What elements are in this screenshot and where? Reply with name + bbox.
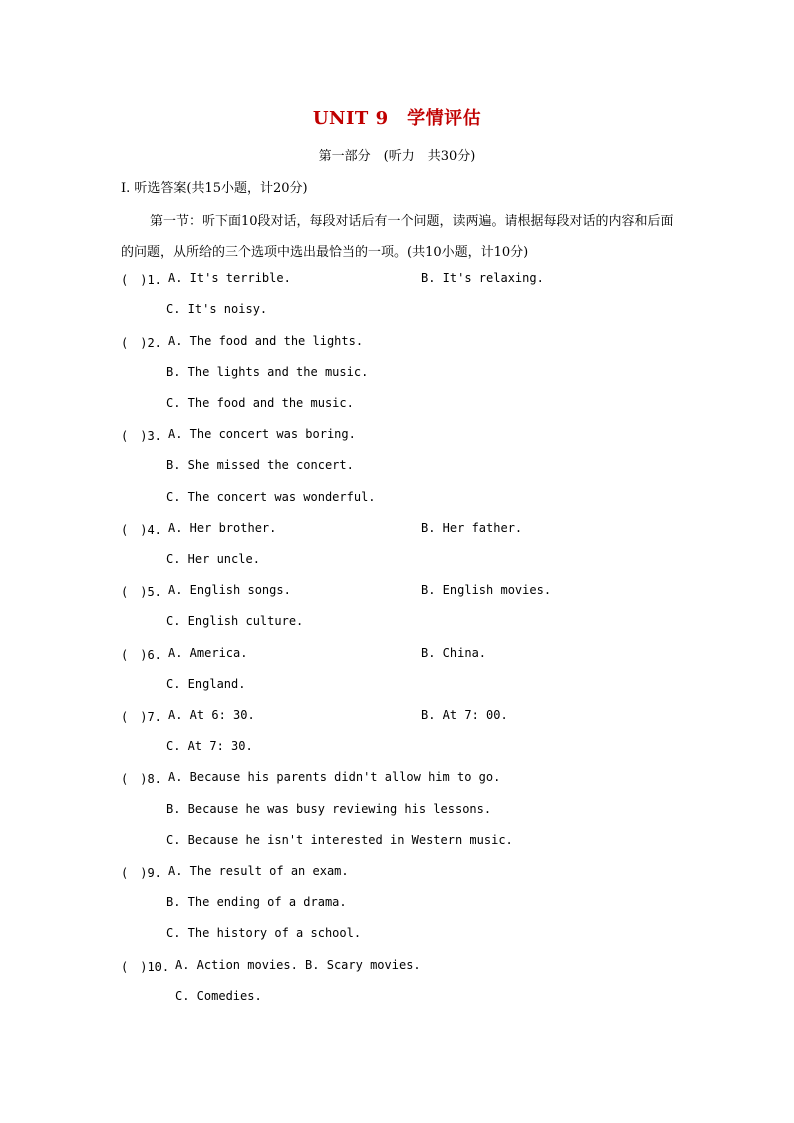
question-number: ( )1.: [121, 273, 162, 287]
option-b: B. English movies.: [421, 583, 552, 597]
option-a-b: A. Action movies. B. Scary movies.: [175, 958, 421, 972]
option-b: B. Her father.: [421, 521, 523, 535]
option-a: A. The food and the lights.: [168, 334, 364, 348]
option-c: C. English culture.: [166, 614, 304, 628]
section-instruction: 第一节：听下面10段对话，每段对话后有一个问题，读两遍。请根据每段对话的内容和后面的问题，从所给的三个选项中选出最恰当的一项。(共10小题，计10分): [121, 214, 674, 260]
question-number: ( )9.: [121, 866, 162, 880]
question-number: ( )8.: [121, 772, 162, 786]
option-a: A. It's terrible.: [168, 271, 291, 285]
option-c: C. England.: [166, 677, 246, 691]
option-a: A. At 6: 30.: [168, 708, 255, 722]
option-c: C. Because he isn't interested in Western music.: [166, 833, 513, 847]
option-c: C. The food and the music.: [166, 396, 354, 410]
option-a: A. English songs.: [168, 583, 291, 597]
option-c: C. The history of a school.: [166, 926, 362, 940]
question-number: ( )7.: [121, 710, 162, 724]
option-a: A. Because his parents didn't allow him to go.: [168, 770, 501, 784]
option-c: C. Comedies.: [175, 989, 262, 1003]
question-number: ( )10.: [121, 960, 170, 974]
option-a: A. Her brother.: [168, 521, 277, 535]
question-number: ( )3.: [121, 429, 162, 443]
page-title: UNIT 9 学情评估: [312, 108, 482, 129]
option-b: B. At 7: 00.: [421, 708, 508, 722]
question-number: ( )2.: [121, 336, 162, 350]
question-number: ( )6.: [121, 648, 162, 662]
part-subtitle: 第一部分 (听力 共30分): [318, 149, 476, 164]
option-c: C. Her uncle.: [166, 552, 260, 566]
option-b: B. China.: [421, 646, 487, 660]
option-b: B. It's relaxing.: [421, 271, 544, 285]
option-c: C. The concert was wonderful.: [166, 490, 376, 504]
option-b: B. The ending of a drama.: [166, 895, 347, 909]
option-c: C. It's noisy.: [166, 302, 268, 316]
option-c: C. At 7: 30.: [166, 739, 253, 753]
option-a: A. America.: [168, 646, 248, 660]
question-number: ( )4.: [121, 523, 162, 537]
option-a: A. The result of an exam.: [168, 864, 349, 878]
option-b: B. Because he was busy reviewing his lessons.: [166, 802, 492, 816]
option-b: B. The lights and the music.: [166, 365, 369, 379]
option-b: B. She missed the concert.: [166, 458, 354, 472]
option-a: A. The concert was boring.: [168, 427, 356, 441]
question-number: ( )5.: [121, 585, 162, 599]
section-heading: Ⅰ. 听选答案(共15小题，计20分): [121, 181, 308, 196]
